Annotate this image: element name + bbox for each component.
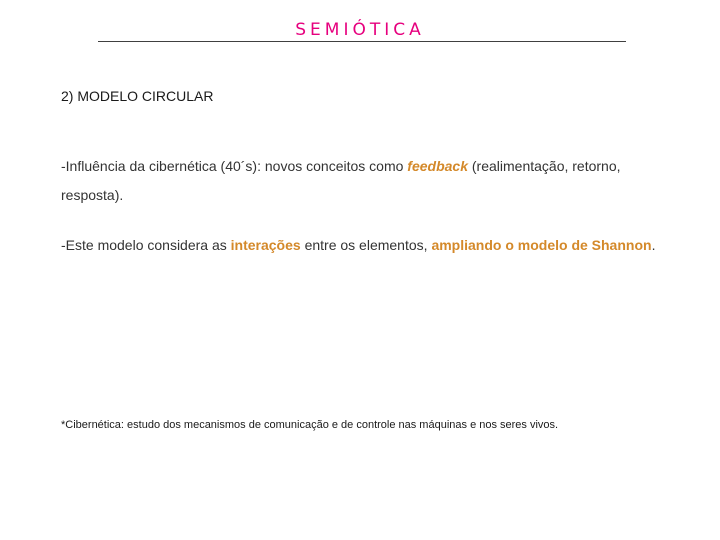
- paragraph-text: (realimentação, retorno, resposta).: [61, 158, 621, 203]
- paragraph-text: -Influência da cibernética (40´s): novos conceitos como: [61, 158, 408, 174]
- footnote: *Cibernética: estudo dos mecanismos de comunicação e de controle nas máquinas e nos seres vivos.: [61, 419, 559, 431]
- paragraph-text: entre os elementos,: [300, 237, 432, 253]
- paragraph-model: [61, 231, 681, 260]
- slide-title: SEMIÓTICA: [295, 20, 425, 40]
- title-underline: [98, 41, 626, 42]
- paragraph-text: .: [651, 237, 656, 253]
- paragraph-text: -Este modelo considera as: [61, 237, 231, 253]
- highlight-feedback: feedback: [407, 158, 468, 174]
- paragraph-cybernetics: [61, 152, 681, 210]
- highlight-shannon: ampliando o modelo de Shannon: [431, 237, 652, 253]
- section-heading: 2) MODELO CIRCULAR: [61, 88, 214, 104]
- highlight-interacoes: interações: [230, 237, 301, 253]
